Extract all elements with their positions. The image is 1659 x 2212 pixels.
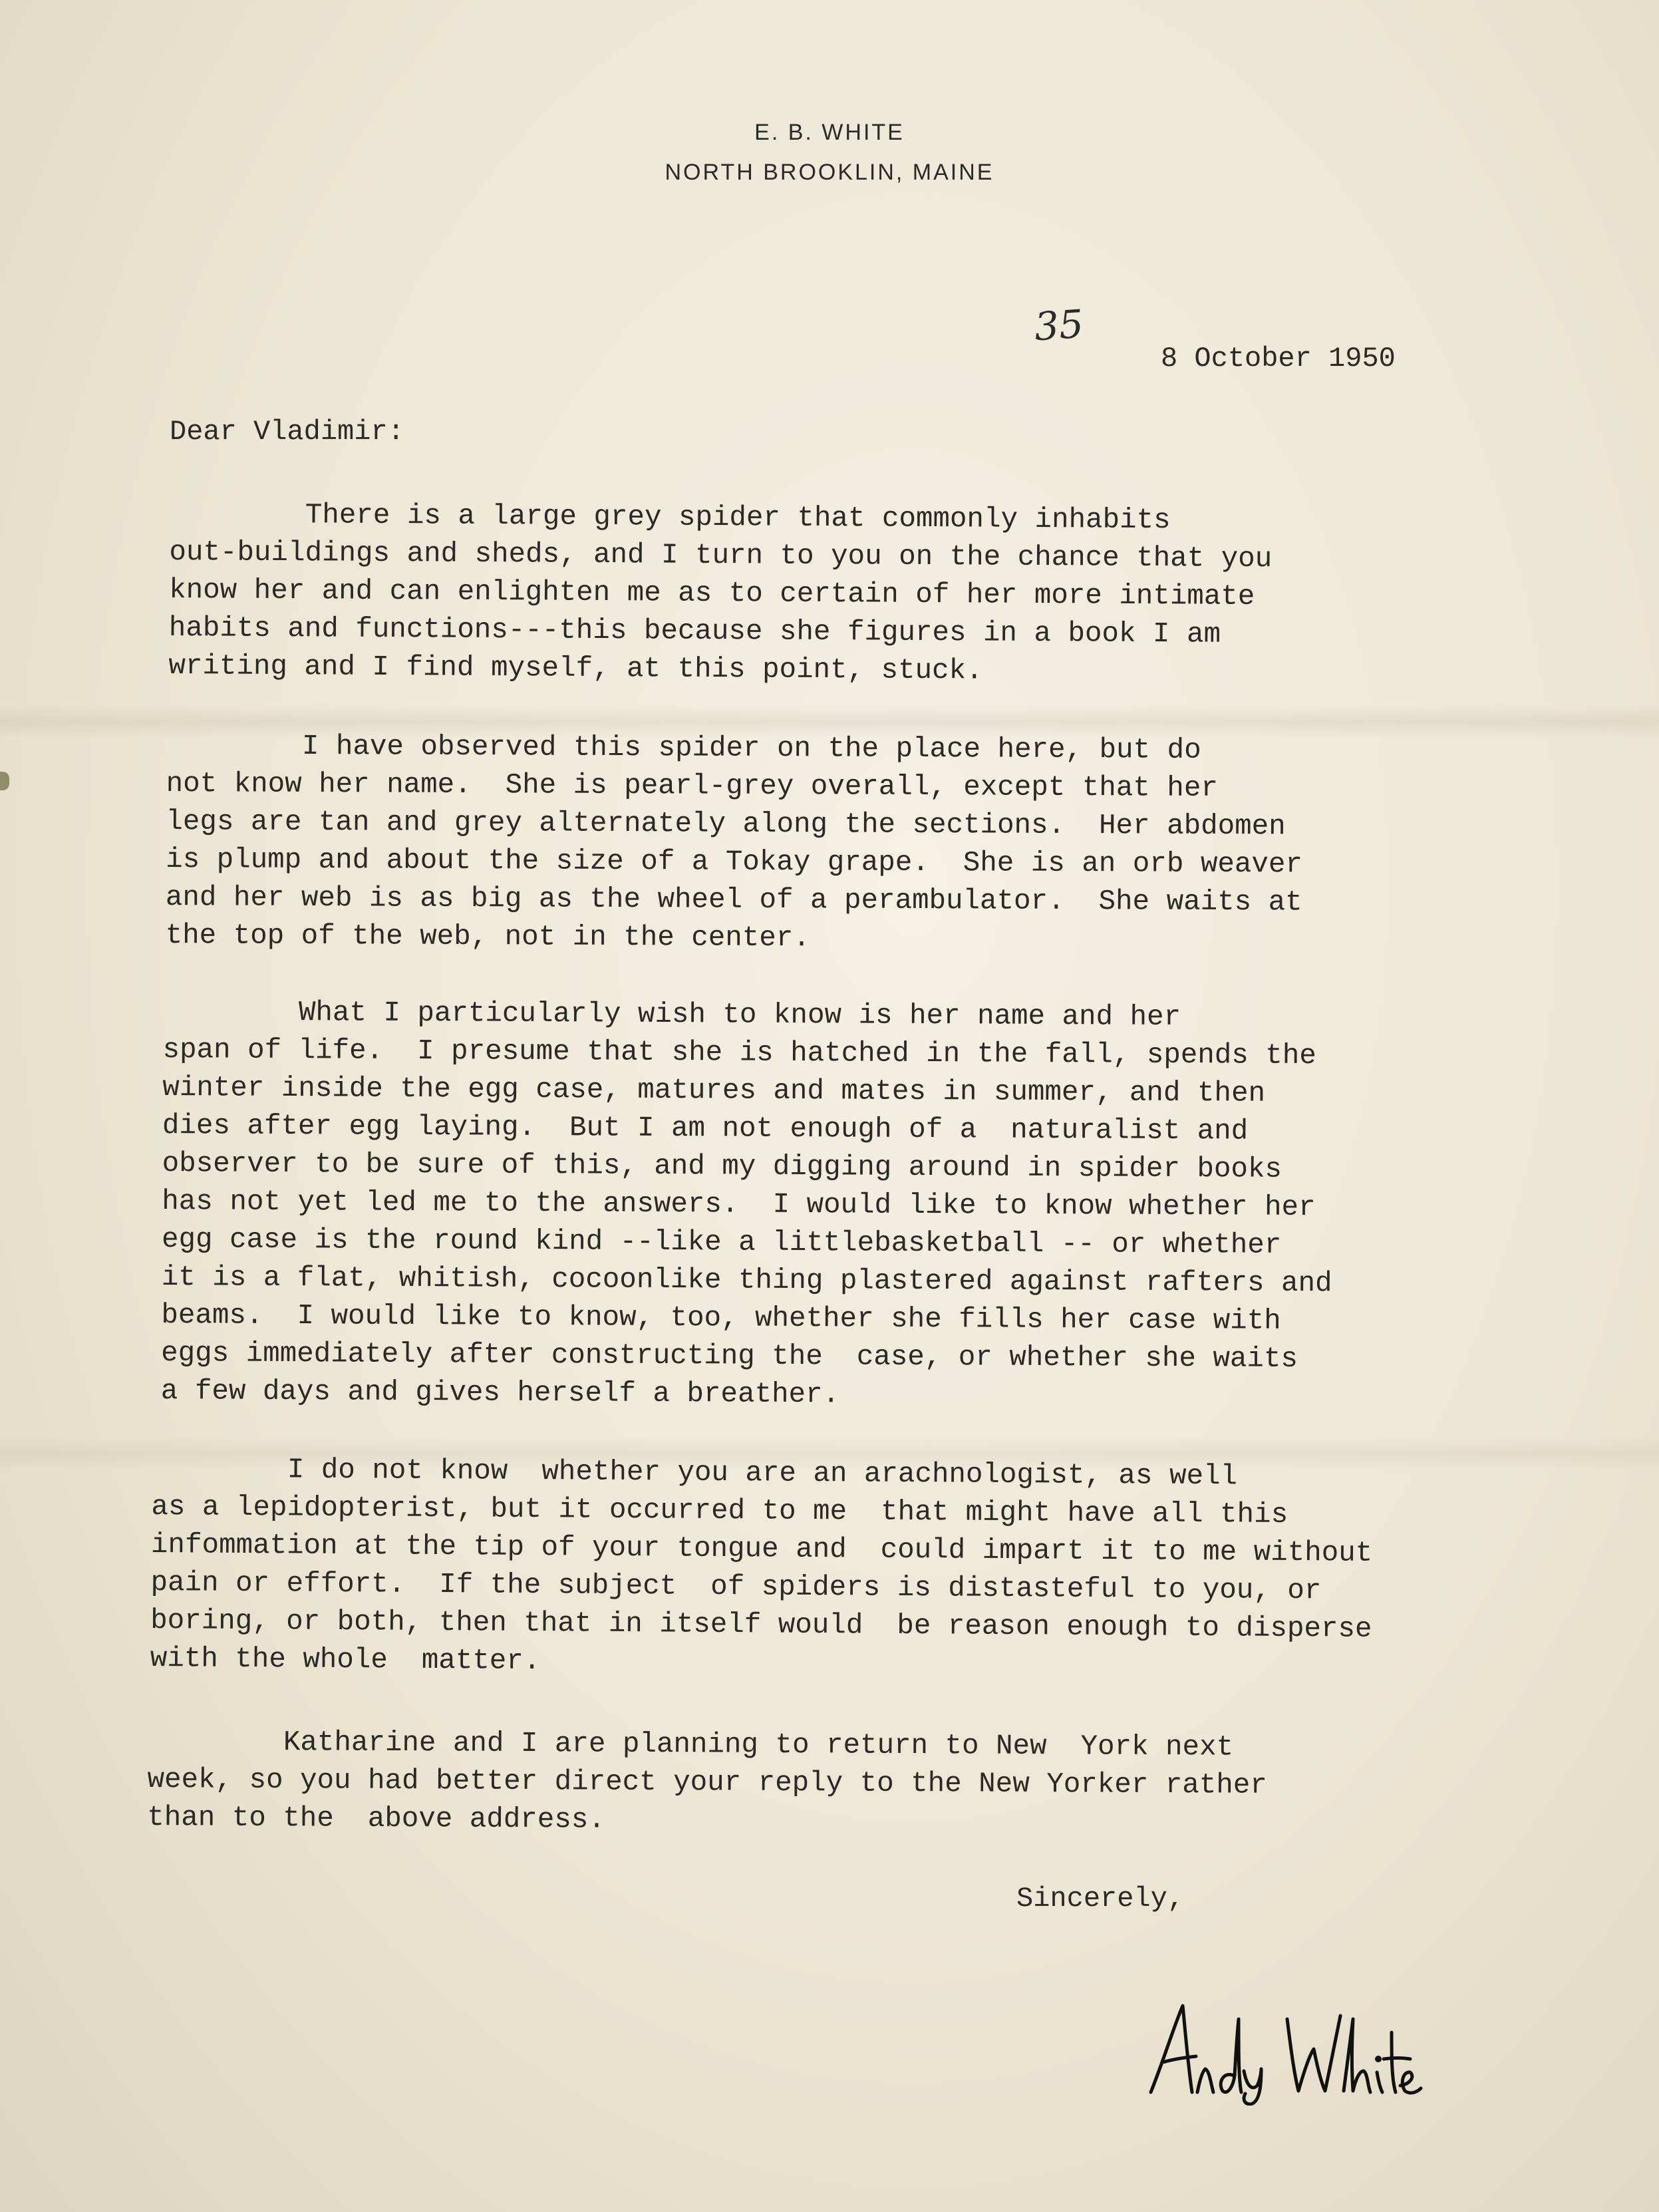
- letterhead-name: E. B. WHITE: [754, 120, 905, 145]
- letter-date: 8 October 1950: [1161, 343, 1396, 375]
- body-paragraph-2: I have observed this spider on the place here, but do not know her name. She is pearl-grey overall, except that her legs are tan and grey alternately along the sections. Her abdomen is plump and about the size of a Tokay grape. She is an orb weaver and her web is as big as the wheel of a perambulator. She waits at the top of the web, not in the center.: [165, 730, 1303, 955]
- salutation: Dear Vladimir:: [170, 416, 404, 448]
- paper-mark: [0, 772, 9, 790]
- body-paragraph-5: Katharine and I are planning to return to New York next week, so you had better direct your reply to the New Yorker rather than to the above address.: [147, 1726, 1267, 1836]
- letterhead-place: NORTH BROOKLIN, MAINE: [665, 160, 994, 185]
- handwritten-page-number: 35: [1032, 301, 1086, 350]
- handwritten-signature: [1144, 1992, 1424, 2106]
- body-paragraph-1: There is a large grey spider that commonly inhabits out-buildings and sheds, and I turn to you on the chance that you know her and can enlighten me as to certain of her more intimate habits and functions---this because she figures in a book I am writing and I find myself, at this point, stuck.: [168, 498, 1273, 687]
- closing: Sincerely,: [1016, 1883, 1185, 1915]
- body-paragraph-4: I do not know whether you are an arachnologist, as well as a lepidopterist, but it occurred to me that might have all this infommation at the tip of your tongue and could impart it to me without pain or effort. If the subject of spiders is distasteful to you, or boring, or both, then that in itself would be reason enough to disperse with the whole matter.: [150, 1453, 1373, 1678]
- body-paragraph-3: What I particularly wish to know is her name and her span of life. I presume that she is hatched in the fall, spends the winter inside the egg case, matures and mates in summer, and then dies after egg laying. But I am not enough of a naturalist and observer to be sure of this, and my digging around in spider books has not yet led me to the answers. I would like to know whether her egg case is the round kind --like a littlebasketball -- or whether it is a flat, whitish, cocoonlike thing plastered against rafters and beams. I would like to know, too, whether she fills her case with eggs immediately after constructing the case, or whether she waits a few days and gives herself a breather.: [160, 996, 1332, 1411]
